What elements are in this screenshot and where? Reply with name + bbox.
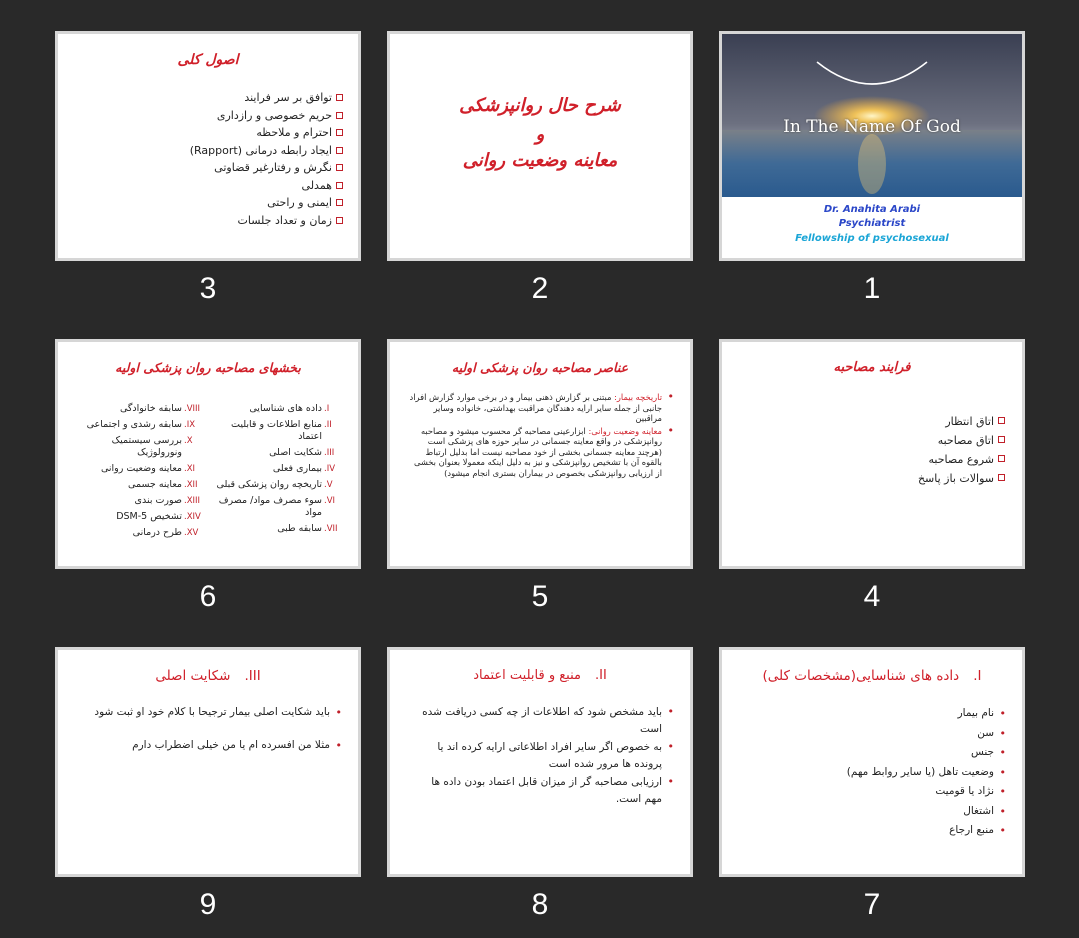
item-text: مبتنی بر گزارش ذهنی بیمار و در برخی موارد گزارش افراد جانبی از جمله سایر ارایه دهندگان مراقبت بهداشتی، خانواده وسایر مراقبین bbox=[409, 392, 662, 423]
title-number: II. bbox=[594, 668, 607, 683]
slide-3-list bbox=[144, 89, 344, 229]
slide-7[interactable] bbox=[719, 647, 1025, 877]
slide-number: 2 bbox=[531, 272, 549, 305]
list-item: • باید شکایت اصلی بیمار ترجیحا با کلام خود او ثبت شود bbox=[82, 704, 344, 721]
list-item: حریم خصوصی و رازداری bbox=[144, 107, 344, 125]
list-item: XIV. تشخیص DSM-5 bbox=[116, 511, 201, 522]
list-item: • ارزیابی مصاحبه گر از میزان قابل اعتماد بودن داده ها مهم است. bbox=[414, 774, 676, 807]
slide-8[interactable] bbox=[387, 647, 693, 877]
list-item: VI. سوء مصرف مواد/ مصرف مواد bbox=[218, 495, 336, 518]
list-item: • به خصوص اگر سایر افراد اطلاعاتی ارایه کرده اند یا پرونده ها مرور شده است bbox=[414, 739, 676, 772]
slide-4-title: فرایند مصاحبه bbox=[833, 360, 911, 375]
slide-5-list bbox=[406, 392, 676, 478]
list-item: توافق بر سر فرایند bbox=[144, 89, 344, 107]
list-item: XIII. صورت بندی bbox=[134, 495, 201, 506]
list-item: III. شکایت اصلی bbox=[269, 447, 335, 458]
slide-number: 1 bbox=[863, 272, 881, 305]
title-text: شکایت اصلی bbox=[155, 668, 231, 684]
slide-number: 7 bbox=[863, 888, 881, 921]
slide-6-title: بخشهای مصاحبه روان پزشکی اولیه bbox=[115, 360, 301, 375]
author-name: Dr. Anahita Arabi bbox=[823, 204, 921, 215]
list-item: • منبع ارجاع bbox=[788, 821, 1008, 841]
list-item: IX. سابقه رشدی و اجتماعی bbox=[86, 419, 196, 430]
list-item: • مثلا من افسرده ام یا من خیلی اضطراب دارم bbox=[82, 737, 344, 754]
list-item: • نژاد یا قومیت bbox=[788, 782, 1008, 802]
list-item: • وضعیت تاهل (یا سایر روابط مهم) bbox=[788, 763, 1008, 783]
list-item: IV. بیماری فعلی bbox=[272, 463, 336, 474]
slide-3-title: اصول کلی bbox=[177, 52, 239, 68]
item-label: تاریخچه بیمار: bbox=[614, 392, 662, 402]
item-text: ابزارعینی مصاحبه گر محسوب میشود و مصاحبه روانپزشکی در واقع معاینه جسمانی در سایر حوزه های پزشکی است (هرچند معاینه جسمانی بخشی از خود مصاحبه نیست اما بدلیل ارتباط بالقوه آن با تشخیص روانپزشکی و نیز به دلیل اینکه معمولا بعنوان بخشی از ارزیابی روانپزشکی بخصوص در بیماران بستری انجام میشود) bbox=[413, 425, 662, 478]
slide-5-title: عناصر مصاحبه روان پزشکی اولیه bbox=[451, 360, 629, 375]
slide-number: 6 bbox=[199, 580, 217, 613]
list-item: • باید مشخص شود که اطلاعات از چه کسی دریافت شده است bbox=[414, 704, 676, 737]
slide-1[interactable] bbox=[719, 31, 1025, 261]
slide-1-image bbox=[722, 34, 1022, 197]
slide-6-col-right bbox=[214, 403, 344, 539]
slide-2-title-line1: شرح حال روانپزشکی bbox=[459, 95, 621, 116]
list-item: VIII. سابقه خانوادگی bbox=[119, 403, 201, 414]
list-item: اتاق انتظار bbox=[806, 412, 1006, 431]
slide-4-list bbox=[806, 412, 1006, 488]
list-item: • نام بیمار bbox=[788, 704, 1008, 724]
list-item: ایجاد رابطه درمانی (Rapport) bbox=[144, 142, 344, 160]
slide-9-title bbox=[58, 668, 358, 684]
slide-9[interactable] bbox=[55, 647, 361, 877]
slide-2-title-line3: معاینه وضعیت روانی bbox=[462, 150, 618, 171]
slide-9-list bbox=[82, 704, 344, 754]
slide-7-list bbox=[788, 704, 1008, 841]
list-item bbox=[406, 426, 676, 479]
slide-number: 4 bbox=[863, 580, 881, 613]
slide-7-title bbox=[722, 668, 1022, 684]
slide-number: 3 bbox=[199, 272, 217, 305]
slide-3[interactable] bbox=[55, 31, 361, 261]
list-item: همدلی bbox=[144, 177, 344, 195]
list-item: XI. معاینه وضعیت روانی bbox=[100, 463, 196, 474]
list-item: سوالات باز پاسخ bbox=[806, 469, 1006, 488]
list-item: اتاق مصاحبه bbox=[806, 431, 1006, 450]
slide-8-list bbox=[414, 704, 676, 807]
list-item: زمان و تعداد جلسات bbox=[144, 212, 344, 230]
slide-2-title-line2: و bbox=[535, 124, 545, 145]
list-item: نگرش و رفتارغیر قضاوتی bbox=[144, 159, 344, 177]
author-fellowship: Fellowship of psychosexual bbox=[795, 233, 949, 244]
title-number: I. bbox=[973, 668, 982, 684]
slide-8-title bbox=[390, 668, 690, 683]
slide-number: 9 bbox=[199, 888, 217, 921]
list-item: • سن bbox=[788, 724, 1008, 744]
list-item: V. تاریخچه روان پزشکی قبلی bbox=[216, 479, 333, 490]
list-item: ایمنی و راحتی bbox=[144, 194, 344, 212]
item-label: معاینه وضعیت روانی: bbox=[588, 425, 662, 436]
list-item: • جنس bbox=[788, 743, 1008, 763]
title-text: منبع و قابلیت اعتماد bbox=[473, 668, 581, 683]
slide-number: 8 bbox=[531, 888, 549, 921]
moon-sea-image bbox=[722, 34, 1022, 197]
list-item: XV. طرح درمانی bbox=[132, 527, 199, 538]
list-item: X. بررسی سیستمیک ونورولوژیک bbox=[111, 435, 193, 458]
slide-6[interactable] bbox=[55, 339, 361, 569]
list-item: احترام و ملاحظه bbox=[144, 124, 344, 142]
title-number: III. bbox=[244, 668, 261, 684]
slide-number: 5 bbox=[531, 580, 549, 613]
list-item: I. داده های شناسایی bbox=[249, 403, 330, 414]
list-item: شروع مصاحبه bbox=[806, 450, 1006, 469]
list-item bbox=[406, 392, 676, 424]
list-item: • اشتغال bbox=[788, 802, 1008, 822]
slide-1-title: In The Name Of God bbox=[783, 117, 961, 137]
slide-5[interactable] bbox=[387, 339, 693, 569]
list-item: VII. سابقه طبی bbox=[277, 523, 338, 534]
list-item: II. منابع اطلاعات و قابلیت اعتماد bbox=[231, 419, 332, 442]
title-text: داده های شناسایی(مشخصات کلی) bbox=[762, 668, 960, 684]
slide-6-col-left bbox=[74, 403, 204, 543]
slide-4[interactable] bbox=[719, 339, 1025, 569]
author-role: Psychiatrist bbox=[838, 218, 906, 229]
slide-2[interactable] bbox=[387, 31, 693, 261]
list-item: XII. معاینه جسمی bbox=[128, 479, 198, 490]
